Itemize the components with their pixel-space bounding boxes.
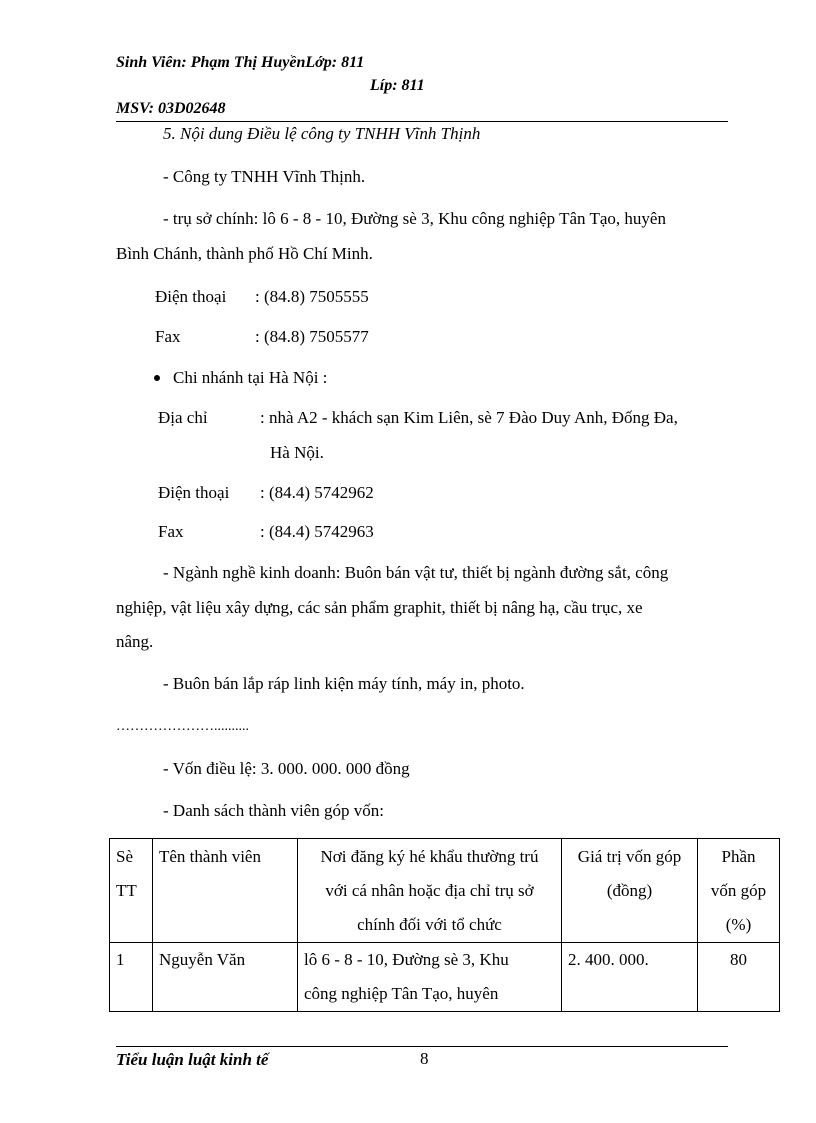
header-member-name xyxy=(153,839,298,943)
members-intro: - Danh sách thành viên góp vốn: xyxy=(163,801,384,820)
branch-address-line-2: Hà Nội. xyxy=(270,443,324,462)
header-stt-line-2: TT xyxy=(116,881,137,900)
bullet-icon xyxy=(154,375,160,381)
table-header-row xyxy=(110,839,780,943)
branch-title: Chi nhánh tại Hà Nội : xyxy=(173,368,328,387)
header-address xyxy=(298,839,562,943)
footer-divider xyxy=(116,1046,728,1047)
header-address-line-2: với cá nhân hoặc địa chỉ trụ sở xyxy=(325,881,534,900)
charter-capital: - Vốn điều lệ: 3. 000. 000. 000 đồng xyxy=(163,759,410,778)
members-table xyxy=(109,838,780,1012)
page-number: 8 xyxy=(420,1049,429,1068)
branch-phone-value: : (84.4) 5742962 xyxy=(260,483,374,502)
head-office-phone-label: Điện thoại xyxy=(155,287,227,306)
cell-address-line-1: lô 6 - 8 - 10, Đường sè 3, Khu xyxy=(304,950,509,969)
header-capital-share-line-1: Phần xyxy=(721,847,756,866)
section-title: 5. Nội dung Điều lệ công ty TNHH Vĩnh Thịnh xyxy=(163,124,481,143)
head-office-line-2: Bình Chánh, thành phố Hồ Chí Minh. xyxy=(116,244,373,263)
branch-address-label: Địa chỉ xyxy=(158,408,208,427)
header-member-name-text: Tên thành viên xyxy=(159,847,261,866)
header-address-line-1: Nơi đăng ký hé khẩu thường trú xyxy=(320,847,539,866)
header-capital-value-line-2: (đồng) xyxy=(606,881,653,900)
header-capital-share-line-2: vốn góp xyxy=(710,881,767,900)
header-student-line: Sinh Viên: Phạm Thị HuyềnLớp: 811 xyxy=(116,54,365,71)
footer-title: Tiểu luận luật kinh tế xyxy=(116,1050,269,1069)
branch-fax-value: : (84.4) 5742963 xyxy=(260,522,374,541)
cell-address xyxy=(298,943,562,1012)
business-line-2: nghiệp, vật liệu xây dựng, các sản phẩm graphit, thiết bị nâng hạ, cầu trục, xe xyxy=(116,598,643,617)
header-capital-value xyxy=(562,839,698,943)
company-name: - Công ty TNHH Vĩnh Thịnh. xyxy=(163,167,366,186)
branch-address-line-1: : nhà A2 - khách sạn Kim Liên, sè 7 Đào Duy Anh, Đống Đa, xyxy=(260,408,678,427)
header-divider xyxy=(116,121,728,122)
branch-phone-label: Điện thoại xyxy=(158,483,230,502)
cell-capital-value: 2. 400. 000. xyxy=(562,943,698,1012)
table-row xyxy=(110,943,780,1012)
header-stt-line-1: Sè xyxy=(116,847,133,866)
header-msv-line: MSV: 03D02648 xyxy=(116,100,226,117)
business-line-3: nâng. xyxy=(116,632,154,651)
header-capital-share xyxy=(698,839,780,943)
head-office-phone-value: : (84.8) 7505555 xyxy=(255,287,369,306)
head-office-fax-value: : (84.8) 7505577 xyxy=(255,327,369,346)
header-class-line: Líp: 811 xyxy=(370,77,425,94)
header-stt xyxy=(110,839,153,943)
branch-fax-label: Fax xyxy=(158,522,184,541)
header-capital-share-line-3: (%) xyxy=(725,915,752,934)
head-office-fax-label: Fax xyxy=(155,327,181,346)
ellipsis-line: ………………….......... xyxy=(116,719,249,734)
cell-capital-share: 80 xyxy=(698,943,780,1012)
head-office-line-1: - trụ sở chính: lô 6 - 8 - 10, Đường sè 3, Khu công nghiệp Tân Tạo, huyên xyxy=(163,209,666,228)
header-capital-value-line-1: Giá trị vốn góp xyxy=(577,847,682,866)
cell-member-name: Nguyễn Văn xyxy=(153,943,298,1012)
business-line-4: - Buôn bán lắp ráp linh kiện máy tính, máy in, photo. xyxy=(163,674,525,693)
business-line-1: - Ngành nghề kinh doanh: Buôn bán vật tư, thiết bị ngành đường sắt, công xyxy=(163,563,669,582)
cell-address-line-2: công nghiệp Tân Tạo, huyên xyxy=(304,984,499,1003)
cell-stt: 1 xyxy=(110,943,153,1012)
header-address-line-3: chính đối với tổ chức xyxy=(357,915,502,934)
